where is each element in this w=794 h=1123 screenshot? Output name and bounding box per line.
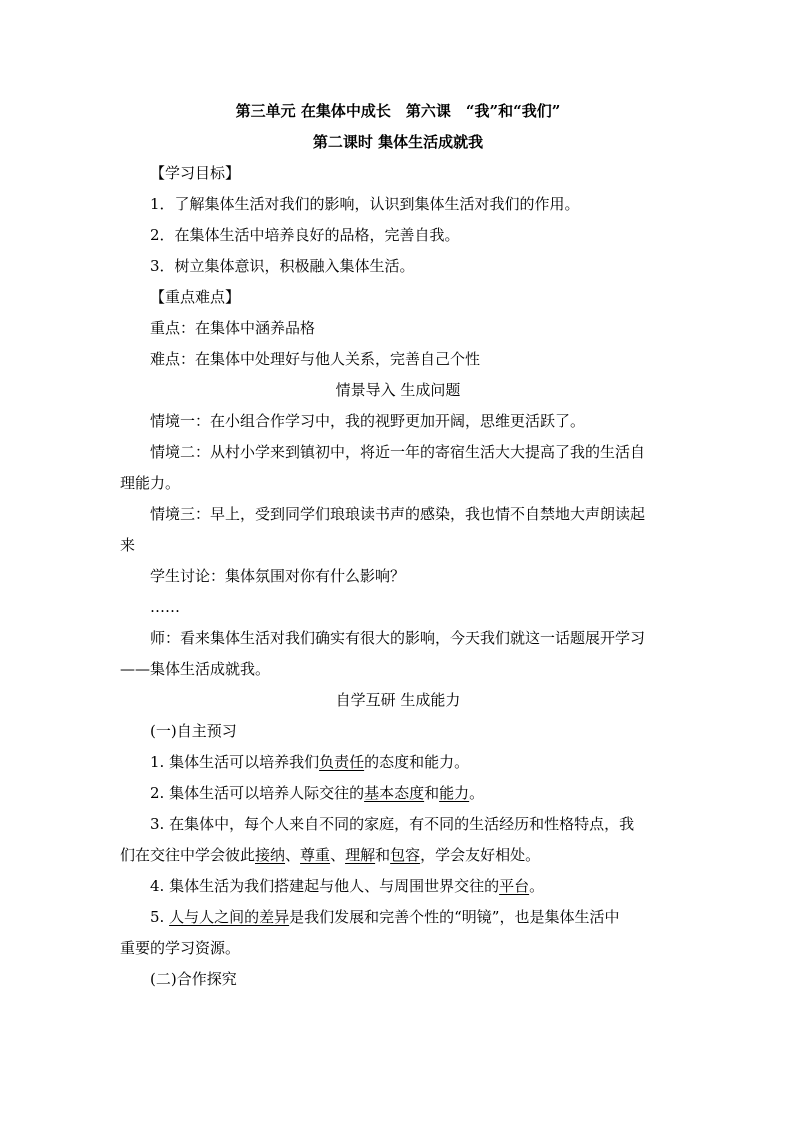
underlined-answer: 负责任: [319, 753, 365, 771]
objective-item-1: 1．了解集体生活对我们的影响，认识到集体生活对我们的作用。: [150, 195, 580, 213]
scenario-3-line1: 情境三：早上，受到同学们琅琅读书声的感染，我也情不自禁地大声朗读起: [150, 505, 646, 523]
subsection-preview: (一)自主预习: [150, 722, 237, 740]
ellipsis: ……: [150, 598, 180, 616]
section-heading-self-study: 自学互研 生成能力: [335, 691, 461, 709]
preview-point-3-line1: 3. 在集体中，每个人来自不同的家庭，有不同的生活经历和性格特点，我: [150, 815, 635, 833]
student-discussion: 学生讨论：集体氛围对你有什么影响？: [150, 567, 406, 585]
objective-item-3: 3．树立集体意识，积极融入集体生活。: [150, 257, 415, 275]
underlined-answer: 人与人之间的差异: [169, 908, 290, 926]
preview-point-3-line2: 们在交往中学会彼此接纳、尊重、理解和包容，学会友好相处。: [120, 846, 541, 864]
underlined-answer: 包容: [390, 846, 421, 864]
section-heading-intro: 情景导入 生成问题: [335, 381, 461, 399]
scenario-3-line2: 来: [120, 536, 136, 554]
key-point-focus: 重点：在集体中涵养品格: [150, 319, 316, 337]
underlined-answer: 尊重: [300, 846, 331, 864]
document-content: [120, 96, 676, 995]
underlined-answer: 基本态度: [364, 784, 425, 802]
objectives-heading: 【学习目标】: [150, 164, 241, 182]
unit-title: 第三单元 在集体中成长 第六课 “我”和“我们”: [235, 102, 561, 120]
underlined-answer: 能力: [439, 784, 470, 802]
teacher-remark-line2: ——集体生活成就我。: [120, 660, 271, 678]
preview-point-4: 4. 集体生活为我们搭建起与他人、与周围世界交往的平台。: [150, 877, 545, 895]
underlined-answer: 平台: [499, 877, 530, 895]
underlined-answer: 理解: [345, 846, 376, 864]
scenario-2-line1: 情境二：从村小学来到镇初中，将近一年的寄宿生活大大提高了我的生活自: [150, 443, 646, 461]
subsection-cooperative-inquiry: (二)合作探究: [150, 970, 237, 988]
key-points-heading: 【重点难点】: [150, 288, 241, 306]
underlined-answer: 接纳: [255, 846, 286, 864]
key-point-difficulty: 难点：在集体中处理好与他人关系，完善自己个性: [150, 350, 481, 368]
preview-point-1: 1. 集体生活可以培养我们负责任的态度和能力。: [150, 753, 470, 771]
scenario-1: 情境一：在小组合作学习中，我的视野更加开阔，思维更活跃了。: [150, 412, 586, 430]
scenario-2-line2: 理能力。: [120, 474, 181, 492]
preview-point-5-line2: 重要的学习资源。: [120, 939, 241, 957]
lesson-title: 第二课时 集体生活成就我: [312, 133, 484, 151]
teacher-remark-line1: 师：看来集体生活对我们确实有很大的影响，今天我们就这一话题展开学习: [150, 629, 646, 647]
objective-item-2: 2．在集体生活中培养良好的品格，完善自我。: [150, 226, 460, 244]
preview-point-5-line1: 5. 人与人之间的差异是我们发展和完善个性的“明镜”，也是集体生活中: [150, 908, 620, 926]
preview-point-2: 2. 集体生活可以培养人际交往的基本态度和能力。: [150, 784, 485, 802]
